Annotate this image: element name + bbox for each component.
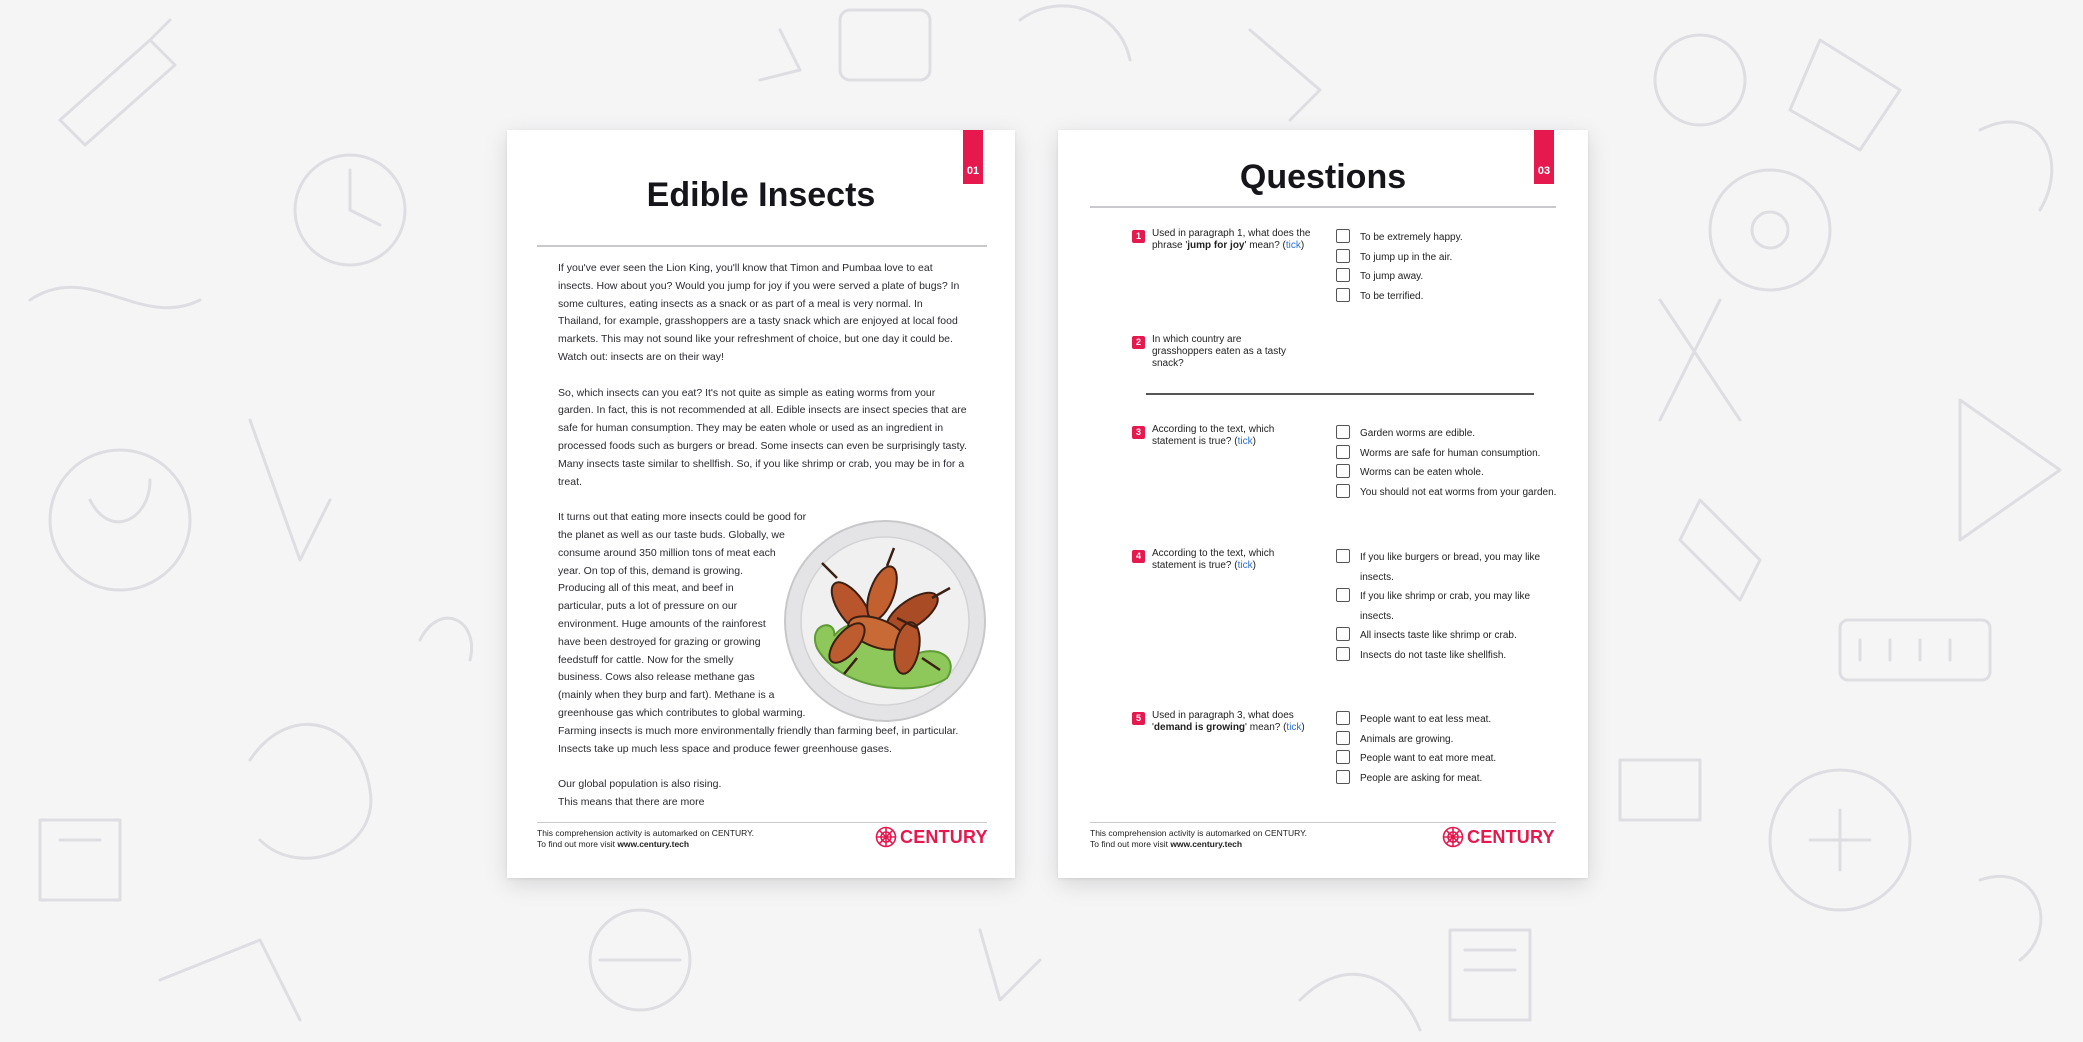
- page-title: Edible Insects: [646, 176, 876, 214]
- checkbox[interactable]: [1336, 770, 1350, 784]
- checkbox[interactable]: [1336, 484, 1350, 498]
- passage-text: [558, 260, 968, 830]
- checkbox[interactable]: [1336, 731, 1350, 745]
- checkbox[interactable]: [1336, 711, 1350, 725]
- answer-line[interactable]: [1146, 393, 1534, 395]
- question-number: 3: [1132, 426, 1145, 439]
- question-number: 2: [1132, 336, 1145, 349]
- title-divider: [1090, 206, 1556, 208]
- answer-option[interactable]: Animals are growing.: [1336, 730, 1566, 750]
- checkbox[interactable]: [1336, 588, 1350, 602]
- century-logo-icon: [1442, 826, 1464, 848]
- checkbox[interactable]: [1336, 288, 1350, 302]
- question-text: Used in paragraph 1, what does the phrase 'jump for joy' mean? (tick): [1152, 228, 1311, 251]
- question-number: 5: [1132, 712, 1145, 725]
- century-logo: [875, 826, 988, 848]
- page-title: Questions: [1239, 158, 1407, 196]
- paragraph: If you've ever seen the Lion King, you'll know that Timon and Pumbaa love to eat insects. How about you? Would you jump for joy if you were served a plate of bugs? In some cultures, eating insects as a snack or as part of a meal is very normal. In Thailand, for example, grasshoppers are a tasty snack which are enjoyed at local food markets. This may not sound like your refreshment of choice, but one day it could be. Watch out: insects are on their way!: [558, 262, 960, 363]
- answer-option[interactable]: To be extremely happy.: [1336, 228, 1566, 248]
- footer-divider: [537, 822, 987, 823]
- answer-option[interactable]: To jump away.: [1336, 267, 1566, 287]
- checkbox[interactable]: [1336, 647, 1350, 661]
- checkbox[interactable]: [1336, 549, 1350, 563]
- passage-page: [507, 130, 1015, 878]
- answer-option[interactable]: Worms are safe for human consumption.: [1336, 444, 1566, 464]
- answer-option[interactable]: If you like burgers or bread, you may like insects.: [1336, 548, 1558, 587]
- checkbox[interactable]: [1336, 425, 1350, 439]
- answer-option[interactable]: To jump up in the air.: [1336, 248, 1566, 268]
- page-number: 01: [966, 165, 980, 177]
- answer-option[interactable]: People are asking for meat.: [1336, 769, 1566, 789]
- footer-note: This comprehension activity is automarked on CENTURY. To find out more visit www.century.tech: [1090, 828, 1307, 849]
- answer-option[interactable]: People want to eat more meat.: [1336, 749, 1566, 769]
- logo-text: CENTURY: [900, 826, 988, 847]
- paragraph: So, which insects can you eat? It's not quite as simple as eating worms from your garden. In fact, this is not recommended at all. Edible insects are insect species that are safe for human consumption. They may be eaten whole or used as an ingredient in processed foods such as burgers or bread. Some insects can even be surprisingly tasty. Many insects taste similar to shellfish. So, if you like shrimp or crab, you may be in for a treat.: [558, 386, 967, 488]
- question-text: According to the text, which statement is true? (tick): [1152, 548, 1275, 571]
- answer-options: [1336, 228, 1566, 306]
- answer-option[interactable]: To be terrified.: [1336, 287, 1566, 307]
- checkbox[interactable]: [1336, 445, 1350, 459]
- century-link[interactable]: www.century.tech: [1170, 839, 1243, 849]
- paragraph: [558, 509, 968, 758]
- answer-options: [1336, 710, 1566, 788]
- answer-option[interactable]: All insects taste like shrimp or crab.: [1336, 626, 1558, 646]
- title-divider: [537, 245, 987, 247]
- logo-text: CENTURY: [1467, 826, 1555, 847]
- answer-option[interactable]: Insects do not taste like shellfish.: [1336, 646, 1558, 666]
- questions-page: [1058, 130, 1588, 878]
- century-logo-icon: [875, 826, 897, 848]
- century-logo: [1442, 826, 1555, 848]
- question-text: Used in paragraph 3, what does 'demand is growing' mean? (tick): [1152, 710, 1305, 733]
- answer-options: [1336, 548, 1558, 665]
- plate-of-insects-illustration: [782, 518, 988, 724]
- answer-option[interactable]: If you like shrimp or crab, you may like insects.: [1336, 587, 1558, 626]
- answer-option[interactable]: Garden worms are edible.: [1336, 424, 1566, 444]
- answer-option[interactable]: You should not eat worms from your garden.: [1336, 483, 1560, 503]
- question-text: In which country are grasshoppers eaten as a tasty snack?: [1152, 334, 1286, 369]
- question-number: 1: [1132, 230, 1145, 243]
- question-text: According to the text, which statement is true? (tick): [1152, 424, 1275, 447]
- page-number: 03: [1537, 165, 1551, 177]
- checkbox[interactable]: [1336, 750, 1350, 764]
- answer-option[interactable]: People want to eat less meat.: [1336, 710, 1566, 730]
- checkbox[interactable]: [1336, 229, 1350, 243]
- question-number: 4: [1132, 550, 1145, 563]
- checkbox[interactable]: [1336, 249, 1350, 263]
- checkbox[interactable]: [1336, 627, 1350, 641]
- checkbox[interactable]: [1336, 464, 1350, 478]
- checkbox[interactable]: [1336, 268, 1350, 282]
- paragraph-text: It turns out that eating more insects could be good for the planet as well as our taste buds. Globally, we consume around 350 million tons of meat each year. On top of this, demand is growing. Producing all of this meat, and beef in particular, puts a lot of pressure on our environment. Huge amounts of the rainforest have been destroyed for grazing or growing feedstuff for cattle. Now for the smelly business. Cows also release methane gas (mainly when they burp and fart). Methane is a greenhouse gas which contributes to global warming. Farming insects is much more environmentally friendly than farming beef, in particular. Insects take up much less space and produce fewer greenhouse gases.: [558, 511, 959, 755]
- paragraph: Our global population is also rising. This means that there are more: [558, 778, 722, 808]
- footer-note: This comprehension activity is automarked on CENTURY. To find out more visit www.century.tech: [537, 828, 754, 849]
- answer-option[interactable]: Worms can be eaten whole.: [1336, 463, 1566, 483]
- answer-options: [1336, 424, 1566, 502]
- footer-divider: [1090, 822, 1556, 823]
- century-link[interactable]: www.century.tech: [617, 839, 690, 849]
